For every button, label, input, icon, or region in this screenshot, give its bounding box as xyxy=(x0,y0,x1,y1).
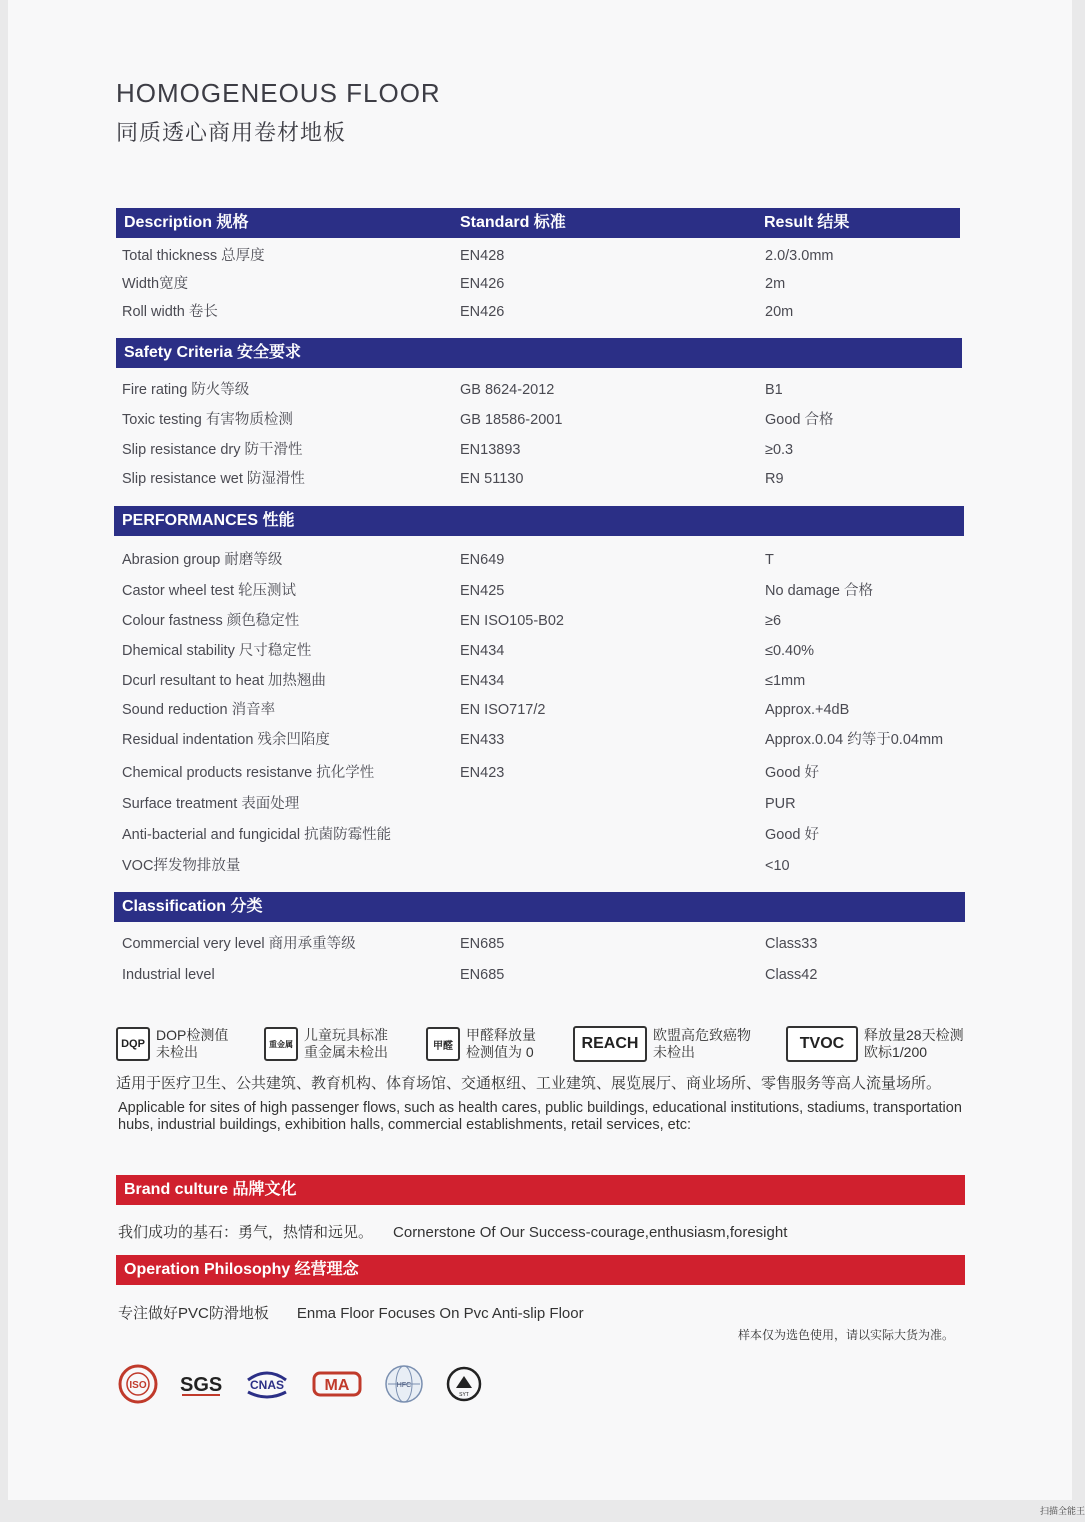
cert-dop xyxy=(116,1022,228,1066)
table-row xyxy=(122,792,962,816)
cert-reach xyxy=(573,1022,751,1066)
table-row xyxy=(122,579,962,603)
row-description: Colour fastness 颜色稳定性 xyxy=(122,613,300,629)
row-standard: EN685 xyxy=(460,967,505,983)
row-description: Industrial level xyxy=(122,967,215,983)
row-result: PUR xyxy=(765,796,796,812)
table-row xyxy=(122,467,962,491)
page-title: HOMOGENEOUS FLOOR xyxy=(116,78,441,108)
row-description: Anti-bacterial and fungicidal 抗菌防霉性能 xyxy=(122,827,392,843)
section-bar-brand xyxy=(116,1175,965,1205)
cma-logo-text: MA xyxy=(324,1377,350,1394)
row-standard: EN434 xyxy=(460,643,505,659)
reach-icon: REACH xyxy=(573,1026,647,1062)
hfc-logo-text: HFC xyxy=(396,1382,412,1389)
brand-text-cn: 我们成功的基石：勇气，热情和远见。 xyxy=(118,1224,374,1241)
dop-icon: DQP xyxy=(116,1027,150,1061)
row-result: ≥0.3 xyxy=(765,442,794,458)
section-title: Brand culture 品牌文化 xyxy=(124,1181,297,1198)
table-row xyxy=(122,932,962,956)
cert-text: DOP检测值 未检出 xyxy=(156,1027,229,1060)
table-header-bar xyxy=(116,208,960,238)
page-subtitle: 同质透心商用卷材地板 xyxy=(116,120,347,145)
row-result: 2.0/3.0mm xyxy=(765,248,834,264)
philosophy-text-en: Enma Floor Focuses On Pvc Anti-slip Floor xyxy=(296,1305,584,1322)
brand-text-en: Cornerstone Of Our Success-courage,enthusiasm,foresight xyxy=(393,1224,788,1241)
row-standard: EN434 xyxy=(460,673,505,689)
row-result: Approx.0.04 约等于0.04mm xyxy=(765,732,944,748)
row-standard: EN685 xyxy=(460,936,505,952)
row-standard: EN428 xyxy=(460,248,505,264)
philosophy-text-cn: 专注做好PVC防滑地板 xyxy=(118,1305,269,1322)
row-description: Abrasion group 耐磨等级 xyxy=(122,552,283,568)
row-description: Slip resistance dry 防干滑性 xyxy=(122,442,303,458)
row-description: VOC挥发物排放量 xyxy=(122,858,241,874)
scanner-watermark: 扫描全能王 xyxy=(1040,1506,1085,1516)
formaldehyde-icon: 甲醛 xyxy=(426,1027,460,1061)
row-standard: EN 51130 xyxy=(460,471,524,487)
row-standard: GB 18586-2001 xyxy=(460,412,563,428)
row-standard: EN423 xyxy=(460,765,505,781)
row-result: B1 xyxy=(765,382,783,398)
iso-logo-icon xyxy=(118,1364,158,1404)
table-row xyxy=(122,378,962,402)
row-standard: GB 8624-2012 xyxy=(460,382,555,398)
row-description: Residual indentation 残余凹陷度 xyxy=(122,732,330,748)
disclaimer-note: 样本仅为选色使用，请以实际大货为准。 xyxy=(738,1328,955,1342)
table-row xyxy=(122,669,962,693)
row-result: T xyxy=(765,552,774,568)
section-title: Classification 分类 xyxy=(122,898,263,915)
row-standard: EN425 xyxy=(460,583,505,599)
row-description: Chemical products resistanve 抗化学性 xyxy=(122,765,375,781)
row-result: Approx.+4dB xyxy=(765,702,850,718)
cert-text: 儿童玩具标准 重金属未检出 xyxy=(304,1027,388,1060)
table-row xyxy=(122,609,962,633)
row-result: Class42 xyxy=(765,967,818,983)
application-text-cn: 适用于医疗卫生、公共建筑、教育机构、体育场馆、交通枢纽、工业建筑、展览展厅、商业场所、零售服务等高人流量场所。 xyxy=(116,1075,942,1092)
row-description: Commercial very level 商用承重等级 xyxy=(122,936,356,952)
table-row xyxy=(122,823,962,847)
table-row xyxy=(122,728,962,752)
row-result: 20m xyxy=(765,304,794,320)
iso-logo-text: ISO xyxy=(129,1380,147,1391)
syt-logo-text: SYT xyxy=(459,1392,469,1398)
cert-text: 欧盟高危致癌物 未检出 xyxy=(653,1027,751,1060)
row-description: Slip resistance wet 防湿滑性 xyxy=(122,471,305,487)
section-title: Safety Criteria 安全要求 xyxy=(124,344,301,361)
row-result: Class33 xyxy=(765,936,818,952)
row-description: Dhemical stability 尺寸稳定性 xyxy=(122,643,312,659)
section-bar-safety xyxy=(116,338,962,368)
section-bar-performances xyxy=(114,506,964,536)
table-row xyxy=(122,761,962,785)
cert-tvoc xyxy=(786,1022,964,1066)
cnas-logo-icon xyxy=(244,1366,290,1402)
table-row xyxy=(122,300,962,324)
row-description: Sound reduction 消音率 xyxy=(122,702,276,718)
section-bar-philosophy xyxy=(116,1255,965,1285)
row-description: Roll width 卷长 xyxy=(122,304,218,320)
application-text-en: Applicable for sites of high passenger flows, such as health cares, public buildings, educational institutions, stadiums, transportation hubs, industrial buildings, exhibition halls, commercial establishments, retail services, etc: xyxy=(118,1100,962,1133)
row-standard: EN ISO105-B02 xyxy=(460,613,564,629)
cert-heavy-metal xyxy=(264,1022,388,1066)
row-description: Fire rating 防火等级 xyxy=(122,382,250,398)
table-row xyxy=(122,548,962,572)
row-result: ≤1mm xyxy=(765,673,806,689)
row-result: R9 xyxy=(765,471,784,487)
cnas-logo-text: CNAS xyxy=(249,1378,285,1392)
column-header-standard: Standard 标准 xyxy=(460,214,566,231)
cert-formaldehyde xyxy=(426,1022,536,1066)
row-result: ≥6 xyxy=(765,613,782,629)
section-bar-classification xyxy=(114,892,965,922)
row-result: Good 好 xyxy=(765,765,819,781)
row-description: Toxic testing 有害物质检测 xyxy=(122,412,293,428)
table-row xyxy=(122,272,962,296)
sgs-logo-text: SGS xyxy=(180,1374,223,1396)
brand-text xyxy=(118,1221,787,1242)
table-row xyxy=(122,244,962,268)
hfc-logo-icon xyxy=(384,1364,424,1404)
row-result: ≤0.40% xyxy=(765,643,815,659)
row-result: <10 xyxy=(765,858,790,874)
table-row xyxy=(122,698,962,722)
heavy-metal-icon: 重金属 xyxy=(264,1027,298,1061)
tvoc-icon: TVOC xyxy=(786,1026,858,1062)
certification-logos xyxy=(118,1360,504,1408)
row-result: Good 好 xyxy=(765,827,819,843)
row-result: 2m xyxy=(765,276,786,292)
table-row xyxy=(122,963,962,987)
cert-text: 甲醛释放量 检测值为 0 xyxy=(466,1027,536,1060)
row-standard: EN649 xyxy=(460,552,505,568)
table-row xyxy=(122,639,962,663)
table-row xyxy=(122,408,962,432)
row-standard: EN13893 xyxy=(460,442,521,458)
row-description: Castor wheel test 轮压测试 xyxy=(122,583,297,599)
sgs-logo-icon xyxy=(180,1369,222,1399)
row-result: Good 合格 xyxy=(765,412,834,428)
row-standard: EN426 xyxy=(460,276,505,292)
column-header-description: Description 规格 xyxy=(124,214,249,231)
row-result: No damage 合格 xyxy=(765,583,873,599)
table-row xyxy=(122,854,962,878)
syt-logo-icon xyxy=(446,1366,482,1402)
row-description: Dcurl resultant to heat 加热翘曲 xyxy=(122,673,326,689)
row-standard: EN426 xyxy=(460,304,505,320)
row-description: Total thickness 总厚度 xyxy=(122,248,265,264)
row-description: Width宽度 xyxy=(122,276,189,292)
philosophy-text xyxy=(118,1302,584,1323)
section-title: PERFORMANCES 性能 xyxy=(122,512,295,529)
row-standard: EN433 xyxy=(460,732,505,748)
cert-text: 释放量28天检测 欧标1/200 xyxy=(864,1027,964,1060)
table-row xyxy=(122,438,962,462)
row-description: Surface treatment 表面处理 xyxy=(122,796,300,812)
column-header-result: Result 结果 xyxy=(764,214,850,231)
section-title: Operation Philosophy 经营理念 xyxy=(124,1261,359,1278)
cma-logo-icon xyxy=(312,1369,362,1399)
row-standard: EN ISO717/2 xyxy=(460,702,546,718)
